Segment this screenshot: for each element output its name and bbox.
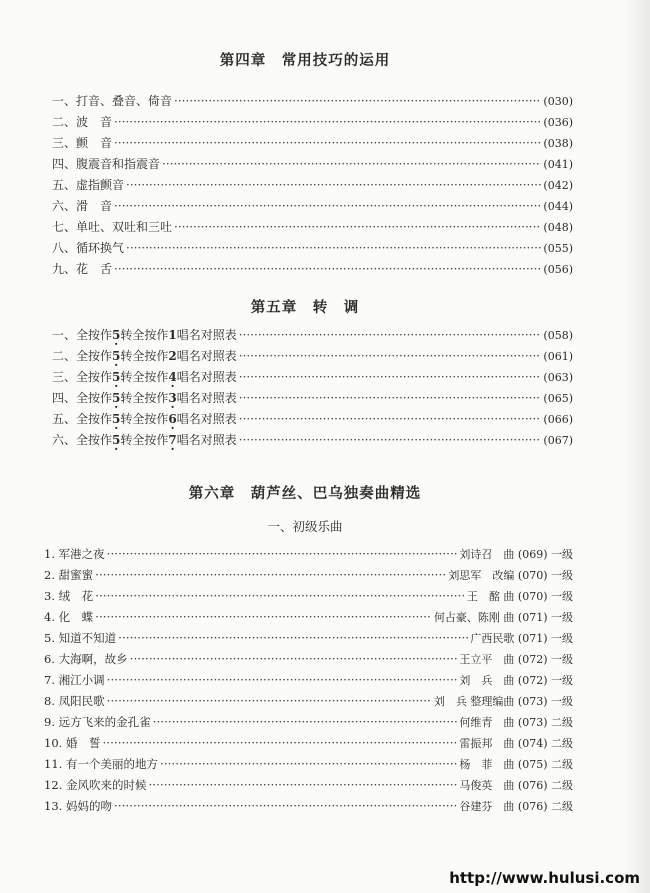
song-entry <box>44 565 573 586</box>
toc-entry-label <box>52 388 237 409</box>
song-credit: 王立平 曲 (072) 一级 <box>459 653 573 666</box>
label-suffix: 唱名对照表 <box>176 433 237 447</box>
leader-dots <box>239 430 542 451</box>
leader-dots <box>114 133 541 154</box>
toc-entry <box>52 175 573 196</box>
key-to-note: 1 <box>168 328 177 342</box>
song-list <box>44 544 573 817</box>
toc-entry-page: (061) <box>543 350 573 363</box>
toc-entry <box>52 367 573 388</box>
toc-entry <box>52 430 573 451</box>
label-suffix: 唱名对照表 <box>176 349 237 363</box>
toc-entry-label: 七、单吐、双吐和三吐 <box>52 220 173 234</box>
song-entry <box>44 775 573 796</box>
toc-entry-page: (030) <box>543 95 573 108</box>
label-suffix: 唱名对照表 <box>176 391 237 405</box>
label-mid: 转全按作 <box>120 328 169 342</box>
label-mid: 转全按作 <box>120 349 169 363</box>
section-title: 一、初级乐曲 <box>267 519 343 534</box>
song-credit: 杨 菲 曲 (075) 二级 <box>459 758 573 771</box>
song-title: 5. 知道不知道 <box>44 631 117 645</box>
song-title: 13. 妈妈的吻 <box>44 799 112 813</box>
key-from-note: 5 · <box>112 346 120 367</box>
leader-dots <box>239 409 542 430</box>
toc-entry-page: (067) <box>543 434 573 447</box>
toc-entry-page: (038) <box>543 137 573 150</box>
toc-entry-page: (063) <box>543 371 573 384</box>
toc-entry <box>52 196 573 217</box>
key-to-note: 7 · <box>168 430 176 451</box>
leader-dots <box>114 259 541 280</box>
toc-entry-page: (065) <box>543 392 573 405</box>
toc-entry <box>52 112 573 133</box>
song-credit: 雷振邦 曲 (074) 二级 <box>459 737 573 750</box>
chapter5-title: 第五章 转 调 <box>250 300 360 316</box>
song-title: 1. 军港之夜 <box>44 547 105 561</box>
toc-entry-label: 九、花 舌 <box>52 262 113 276</box>
song-entry <box>44 649 573 670</box>
key-from-note: 5 · <box>112 388 120 409</box>
song-title: 11. 有一个美丽的地方 <box>44 757 158 771</box>
toc-entry-label: 六、滑 音 <box>52 199 113 213</box>
song-entry <box>44 544 573 565</box>
song-credit: 刘 兵 整理编曲 (073) 一级 <box>433 695 573 708</box>
leader-dots <box>130 649 458 670</box>
leader-dots <box>148 775 457 796</box>
label-suffix: 唱名对照表 <box>176 328 237 342</box>
leader-dots <box>114 796 457 817</box>
toc-entry <box>52 154 573 175</box>
song-title: 7. 湘江小调 <box>44 673 105 687</box>
toc-entry-label <box>52 409 237 430</box>
leader-dots <box>239 346 542 367</box>
toc-entry-label <box>52 367 237 388</box>
chapter4-list <box>52 91 573 280</box>
chapter6-title: 第六章 葫芦丝、巴乌独奏曲精选 <box>188 486 422 502</box>
song-entry <box>44 691 573 712</box>
leader-dots <box>118 628 468 649</box>
song-credit: 谷建芬 曲 (076) 二级 <box>459 800 573 813</box>
leader-dots <box>107 691 432 712</box>
toc-entry-page: (044) <box>543 200 573 213</box>
leader-dots <box>95 586 465 607</box>
toc-entry <box>52 133 573 154</box>
song-title: 10. 婚 誓 <box>44 736 101 750</box>
song-credit: 广西民歌 (071) 一级 <box>470 632 573 645</box>
toc-entry-page: (058) <box>543 329 573 342</box>
label-prefix: 五、全按作 <box>52 412 113 426</box>
song-title: 9. 远方飞来的金孔雀 <box>44 715 151 729</box>
leader-dots <box>153 712 458 733</box>
song-entry <box>44 607 573 628</box>
toc-entry-page: (056) <box>543 263 573 276</box>
song-credit: 刘 兵 曲 (072) 一级 <box>459 674 573 687</box>
toc-entry-label: 三、颤 音 <box>52 136 113 150</box>
right-page-edge <box>622 0 650 893</box>
toc-entry <box>52 259 573 280</box>
song-credit: 刘思军 改编 (070) 一级 <box>448 569 573 582</box>
leader-dots <box>174 217 541 238</box>
leader-dots <box>107 670 458 691</box>
key-from-note: 5 · <box>112 367 120 388</box>
leader-dots <box>126 238 541 259</box>
song-entry <box>44 733 573 754</box>
toc-entry-label <box>52 325 237 346</box>
leader-dots <box>95 607 432 628</box>
toc-entry <box>52 346 573 367</box>
toc-entry-page: (042) <box>543 179 573 192</box>
song-entry <box>44 670 573 691</box>
label-mid: 转全按作 <box>120 433 169 447</box>
label-suffix: 唱名对照表 <box>176 412 237 426</box>
leader-dots <box>160 754 457 775</box>
leader-dots <box>126 175 541 196</box>
song-title: 8. 凤阳民歌 <box>44 694 105 708</box>
leader-dots <box>114 196 541 217</box>
song-title: 3. 绒 花 <box>44 589 94 603</box>
song-credit: 王 酩 曲 (070) 一级 <box>466 590 573 603</box>
label-suffix: 唱名对照表 <box>176 370 237 384</box>
leader-dots <box>239 325 542 346</box>
chapter4-title: 第四章 常用技巧的运用 <box>219 53 391 69</box>
song-credit: 何占豪、陈刚 曲 (071) 一级 <box>433 611 573 624</box>
leader-dots <box>107 544 458 565</box>
toc-entry <box>52 409 573 430</box>
leader-dots <box>239 367 542 388</box>
toc-entry-label <box>52 430 237 451</box>
key-to-note: 6 · <box>168 409 176 430</box>
key-from-note: 5 · <box>112 325 120 346</box>
toc-entry <box>52 238 573 259</box>
song-title: 12. 金风吹来的时候 <box>44 778 147 792</box>
toc-entry-label <box>52 346 237 367</box>
song-credit: 马俊英 曲 (076) 二级 <box>459 779 573 792</box>
key-from-note: 5 · <box>112 409 120 430</box>
song-entry <box>44 586 573 607</box>
chapter5-list <box>52 325 573 451</box>
leader-dots <box>162 154 541 175</box>
leader-dots <box>239 388 542 409</box>
label-prefix: 四、全按作 <box>52 391 113 405</box>
song-credit: 何维青 曲 (073) 二级 <box>459 716 573 729</box>
toc-entry-label: 八、循环换气 <box>52 241 125 255</box>
label-mid: 转全按作 <box>120 391 169 405</box>
leader-dots <box>174 91 541 112</box>
toc-entry-label: 一、打音、叠音、倚音 <box>52 94 173 108</box>
label-mid: 转全按作 <box>120 370 169 384</box>
leader-dots <box>102 733 457 754</box>
song-credit: 刘诗召 曲 (069) 一级 <box>459 548 573 561</box>
toc-entry-label: 二、波 音 <box>52 115 113 129</box>
key-to-note: 2 <box>168 349 177 363</box>
song-entry <box>44 712 573 733</box>
song-title: 4. 化 蝶 <box>44 610 94 624</box>
toc-entry-page: (036) <box>543 116 573 129</box>
song-entry <box>44 754 573 775</box>
leader-dots <box>114 112 541 133</box>
label-mid: 转全按作 <box>120 412 169 426</box>
song-entry <box>44 796 573 817</box>
song-entry <box>44 628 573 649</box>
toc-entry <box>52 217 573 238</box>
song-title: 6. 大海啊，故乡 <box>44 652 128 666</box>
toc-entry-page: (041) <box>543 158 573 171</box>
toc-entry <box>52 388 573 409</box>
label-prefix: 二、全按作 <box>52 349 113 363</box>
toc-entry-label: 五、虚指颤音 <box>52 178 125 192</box>
label-prefix: 六、全按作 <box>52 433 113 447</box>
toc-entry-page: (055) <box>543 242 573 255</box>
label-prefix: 三、全按作 <box>52 370 113 384</box>
toc-entry <box>52 325 573 346</box>
footer-url: http://www.hulusi.com <box>449 869 640 887</box>
song-title: 2. 甜蜜蜜 <box>44 568 94 582</box>
label-prefix: 一、全按作 <box>52 328 113 342</box>
toc-entry-page: (048) <box>543 221 573 234</box>
key-to-note: 3 · <box>168 388 176 409</box>
leader-dots <box>95 565 446 586</box>
key-to-note: 4 · <box>168 367 176 388</box>
toc-entry-page: (066) <box>543 413 573 426</box>
toc-entry-label: 四、腹震音和指震音 <box>52 157 161 171</box>
toc-entry <box>52 91 573 112</box>
key-from-note: 5 · <box>112 430 120 451</box>
